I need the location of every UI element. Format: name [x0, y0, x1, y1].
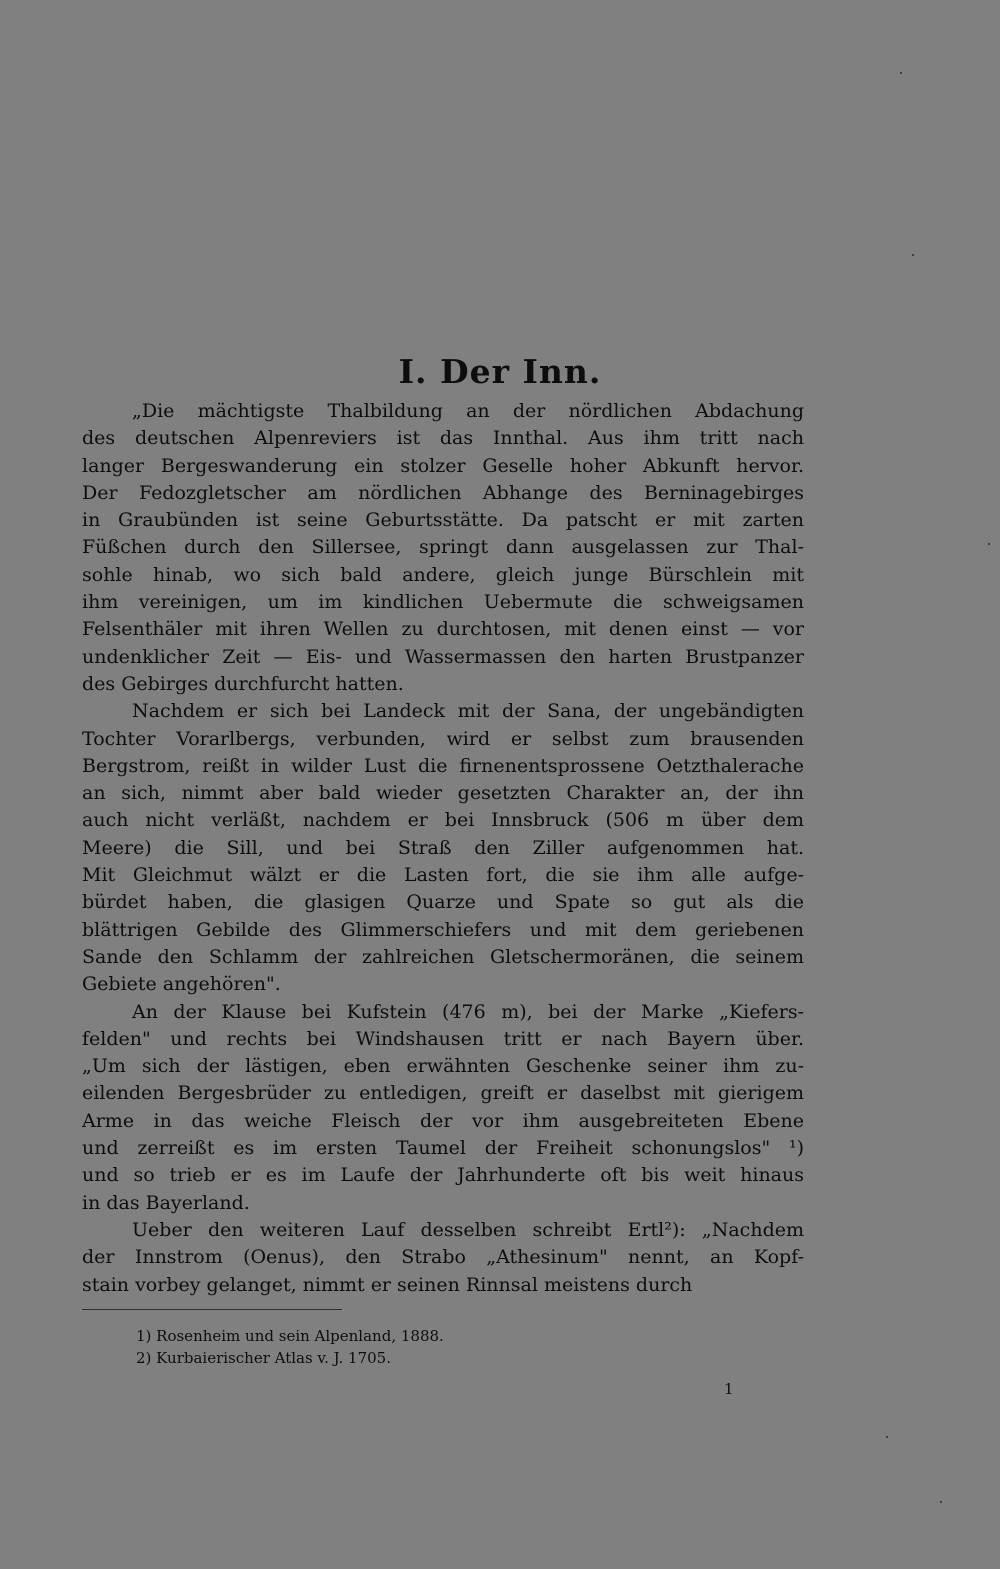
text-line: und so trieb er es im Laufe der Jahrhunderte oft bis weit hinaus — [82, 1164, 804, 1187]
paragraph — [82, 398, 804, 698]
text-line: undenklicher Zeit — Eis- und Wassermassen den harten Brustpanzer — [82, 645, 804, 668]
footnote-rule — [82, 1309, 342, 1310]
text-line: sohle hinab, wo sich bald andere, gleich junge Bürschlein mit — [82, 563, 804, 586]
paragraph — [82, 999, 804, 1217]
text-line: An der Klause bei Kufstein (476 m), bei der Marke „Kiefers- — [132, 1000, 804, 1023]
text-line: Mit Gleichmut wälzt er die Lasten fort, die sie ihm alle aufge- — [82, 864, 804, 887]
paragraph — [82, 1217, 804, 1299]
text-line: in Graubünden ist seine Geburtsstätte. Da patscht er mit zarten — [82, 509, 804, 532]
text-line: in das Bayerland. — [82, 1191, 250, 1214]
text-line: der Innstrom (Oenus), den Strabo „Athesinum" nennt, an Kopf- — [82, 1246, 804, 1269]
paper-speck — [886, 1436, 888, 1438]
paper-speck — [988, 543, 990, 545]
text-line: felden" und rechts bei Windshausen tritt er nach Bayern über. — [82, 1027, 804, 1050]
text-line: des deutschen Alpenreviers ist das Innthal. Aus ihm tritt nach — [82, 427, 804, 450]
text-line: des Gebirges durchfurcht hatten. — [82, 672, 404, 695]
text-line: Gebiete angehören". — [82, 973, 281, 996]
paper-speck — [912, 254, 914, 256]
text-line: und zerreißt es im ersten Taumel der Freiheit schonungslos" ¹) — [82, 1137, 804, 1160]
text-line: Der Fedozgletscher am nördlichen Abhange des Berninagebirges — [82, 481, 804, 504]
footnote: 1) Rosenheim und sein Alpenland, 1888. — [136, 1327, 444, 1345]
text-line: eilenden Bergesbrüder zu entledigen, greift er daselbst mit gierigem — [82, 1082, 804, 1105]
text-line: stain vorbey gelanget, nimmt er seinen Rinnsal meistens durch — [82, 1273, 693, 1296]
text-line: Bergstrom, reißt in wilder Lust die firnenentsprossene Oetzthalerache — [82, 754, 804, 777]
text-line: Füßchen durch den Sillersee, springt dann ausgelassen zur Thal- — [82, 536, 804, 559]
text-line: auch nicht verläßt, nachdem er bei Innsbruck (506 m über dem — [82, 809, 804, 832]
text-line: Felsenthäler mit ihren Wellen zu durchtosen, mit denen einst — vor — [82, 618, 804, 641]
text-line: Meere) die Sill, und bei Straß den Ziller aufgenommen hat. — [82, 836, 804, 859]
text-line: blättrigen Gebilde des Glimmerschiefers und mit dem geriebenen — [82, 918, 804, 941]
footnote: 2) Kurbaierischer Atlas v. J. 1705. — [136, 1349, 391, 1367]
text-line: „Die mächtigste Thalbildung an der nördlichen Abdachung — [132, 400, 804, 422]
text-line: langer Bergeswanderung ein stolzer Geselle hoher Abkunft hervor. — [82, 454, 804, 477]
text-line: Tochter Vorarlbergs, verbunden, wird er selbst zum brausenden — [82, 727, 804, 750]
text-line: ihm vereinigen, um im kindlichen Uebermute die schweigsamen — [82, 591, 804, 614]
text-line: Arme in das weiche Fleisch der vor ihm ausgebreiteten Ebene — [82, 1109, 804, 1132]
paper-speck — [940, 1501, 942, 1503]
body-text — [82, 398, 804, 1299]
page-number: 1 — [724, 1380, 734, 1398]
text-line: Nachdem er sich bei Landeck mit der Sana, der ungebändigten — [132, 700, 804, 723]
footnotes — [136, 1325, 444, 1369]
chapter-title: I. Der Inn. — [398, 352, 602, 391]
text-line: „Um sich der lästigen, eben erwähnten Geschenke seiner ihm zu- — [82, 1055, 804, 1078]
text-line: bürdet haben, die glasigen Quarze und Spate so gut als die — [82, 891, 804, 914]
text-line: Ueber den weiteren Lauf desselben schreibt Ertl²): „Nachdem — [132, 1218, 804, 1241]
text-line: Sande den Schlamm der zahlreichen Gletschermoränen, die seinem — [82, 945, 804, 968]
text-line: an sich, nimmt aber bald wieder gesetzten Charakter an, der ihn — [82, 782, 804, 805]
paper-speck — [900, 72, 902, 74]
paragraph — [82, 698, 804, 998]
